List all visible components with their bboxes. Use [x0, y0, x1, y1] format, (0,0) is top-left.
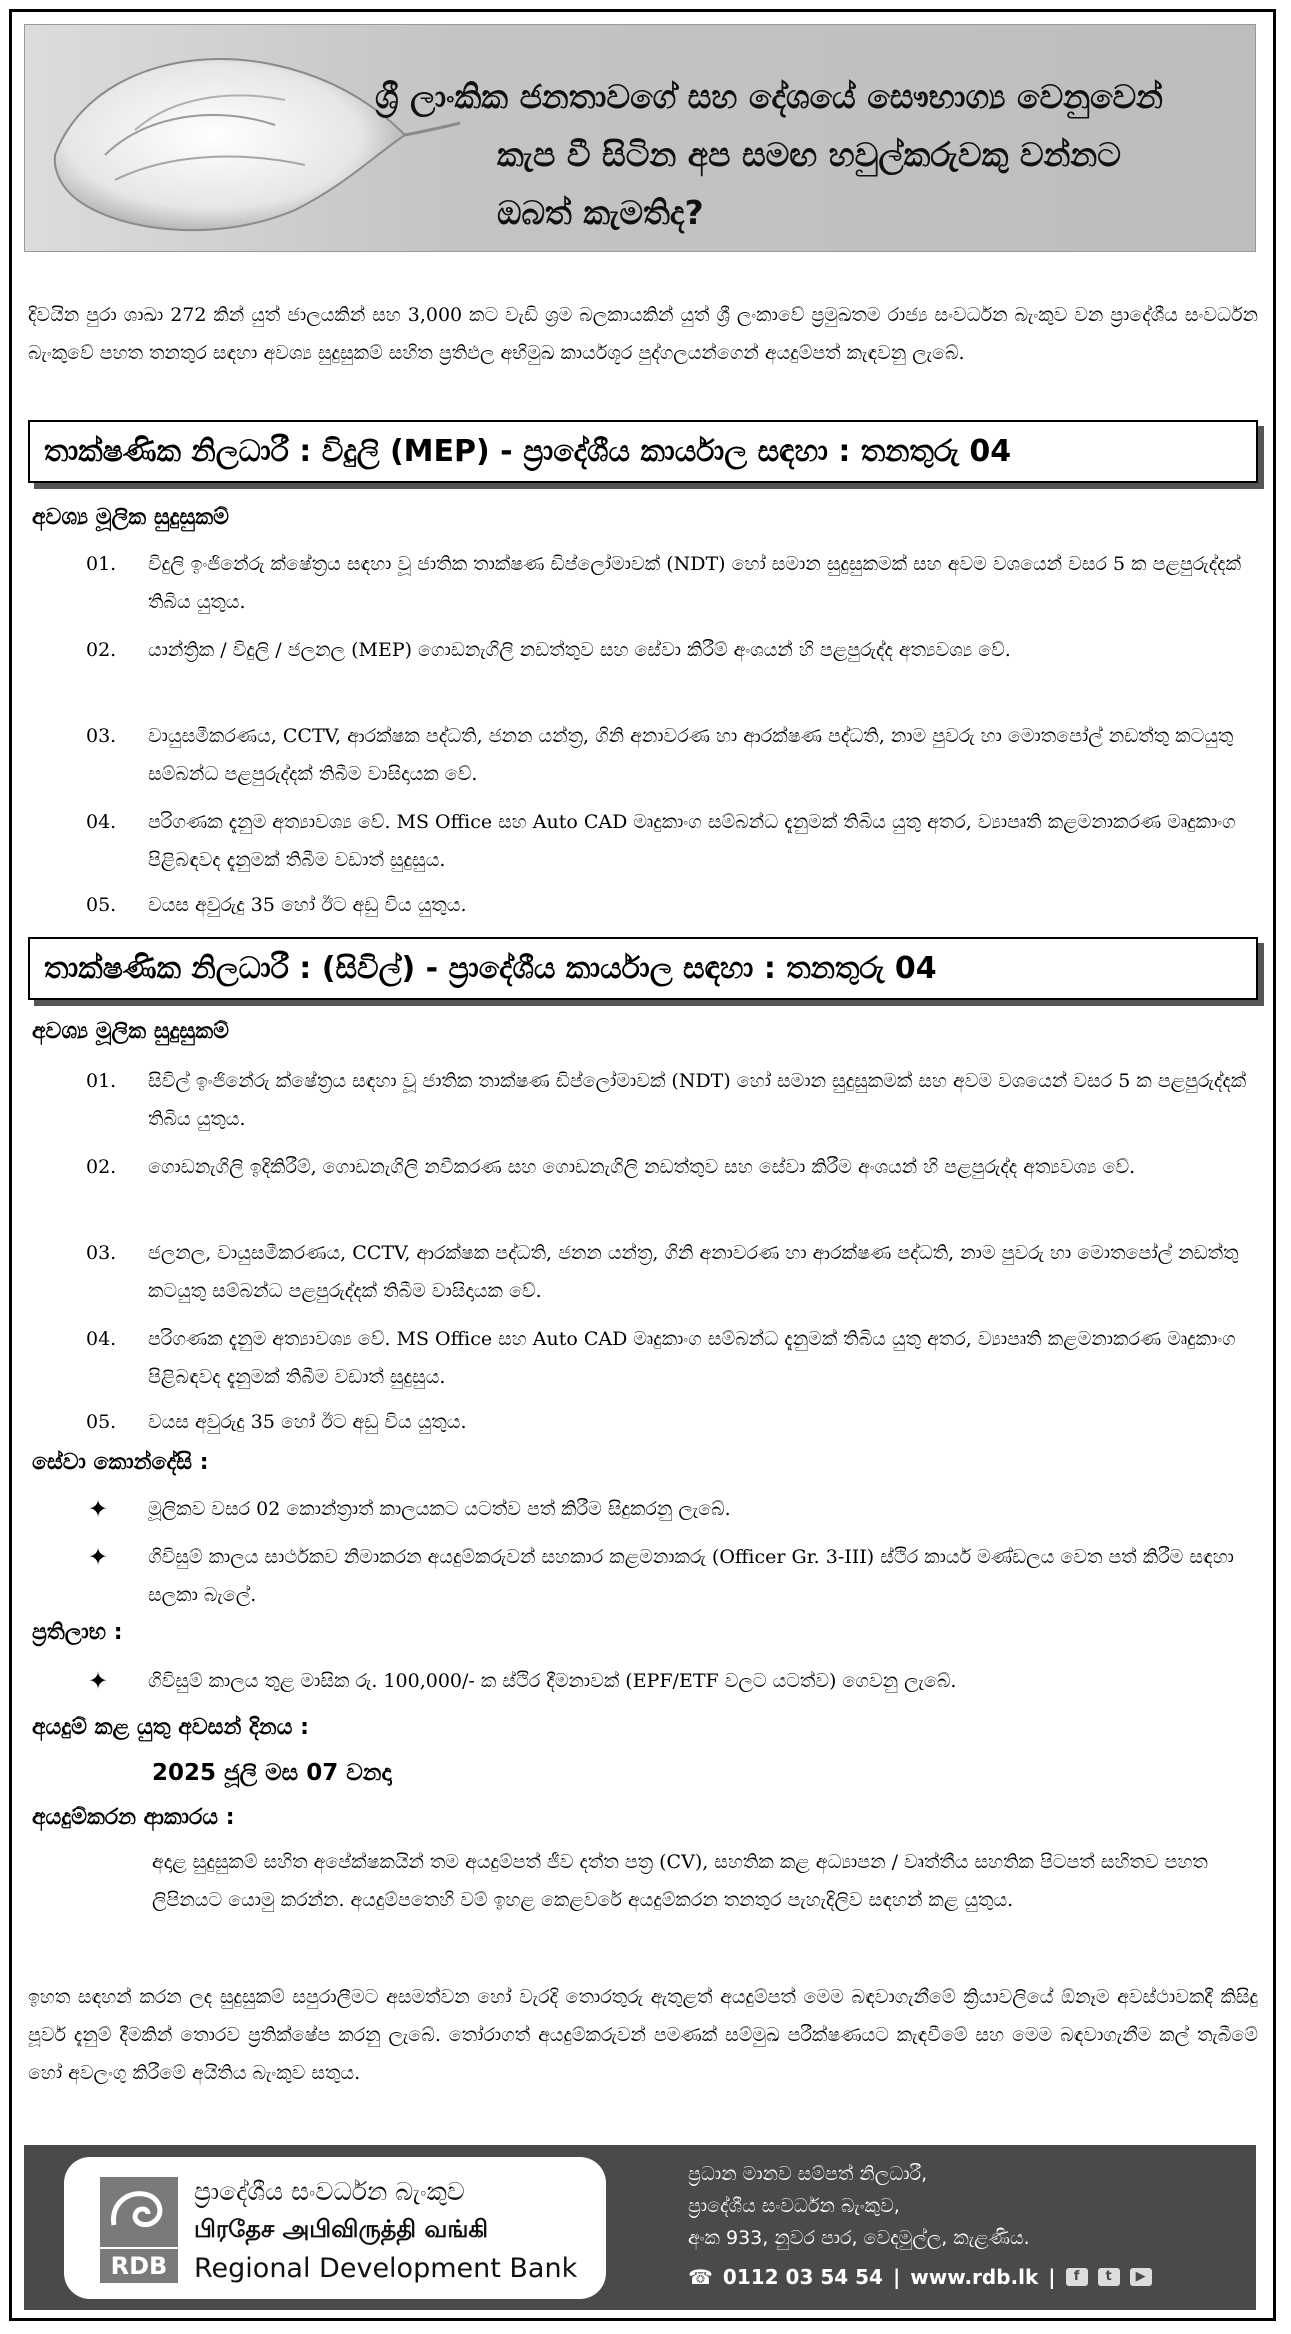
- facebook-icon[interactable]: f: [1066, 2268, 1088, 2286]
- phone-icon: ☎: [688, 2265, 713, 2289]
- logo-name-tamil: பிரதேச அபிவிருத்தி வங்கி: [194, 2215, 489, 2243]
- section-title-civil: තාක්ෂණික නිලධාරී : (සිවිල්) - ප්‍රාදේශීය කාර්යාල සඳහා : තනතුරු 04: [28, 937, 1258, 1000]
- section-title-mep: තාක්ෂණික නිලධාරී : විදුලි (MEP) - ප්‍රාදේශීය කාර්යාල සඳහා : තනතුරු 04: [28, 420, 1258, 483]
- footer: [24, 2145, 1256, 2310]
- benefits-heading: ප්‍රතිලාභ :: [32, 1620, 123, 1645]
- item-number: 05.: [86, 894, 117, 916]
- rdb-logo-mark: [100, 2177, 178, 2281]
- separator: |: [892, 2265, 901, 2289]
- item-text: පරිගණක දැනුම අත්‍යාවශ්‍ය වේ. MS Office සහ Auto CAD මෘදුකාංග සම්බන්ධ දැනුමක් තිබිය යුතු අතර, ව්‍යාපෘති කළමනාකරණ මෘදුකාංග පිළිබඳවද දැනුමක් තිබීම වඩාත් සුදුසුය.: [148, 1328, 1236, 1388]
- star-bullet-icon: ✦: [88, 1495, 109, 1523]
- item-number: 04.: [86, 811, 117, 833]
- subhead-qualifications-civil: අවශ්‍ය මූලික සුදුසුකම්: [32, 1019, 229, 1044]
- item-number: 03.: [86, 725, 117, 747]
- rdb-swirl-icon: [100, 2177, 178, 2247]
- conch-shell-icon: [45, 35, 465, 245]
- address-line-2: ප්‍රාදේශීය සංවර්ධන බැංකුව,: [688, 2195, 900, 2217]
- twitter-icon[interactable]: t: [1098, 2268, 1120, 2286]
- item-text: වායුසමීකරණය, CCTV, ආරක්ෂක පද්ධති, ජනන යන්ත්‍ර, ගිනි අනාවරණ හා ආරක්ෂණ පද්ධති, නාම පුවරු හා මොතපෝල් නඩත්තු කටයුතු සම්බන්ධ පළපුරුද්දක් තිබීම වාසිදායක වේ.: [148, 725, 1234, 785]
- subhead-qualifications-mep: අවශ්‍ය මූලික සුදුසුකම්: [32, 505, 229, 530]
- service-conditions-heading: සේවා කොන්දේසි :: [32, 1450, 209, 1475]
- item-text: ජලනල, වායුසමීකරණය, CCTV, ආරක්ෂක පද්ධති, ජනන යන්ත්‍ර, ගිනි අනාවරණ හා ආරක්ෂණ පද්ධති, නාම පුවරු හා මොතපෝල් නඩත්තු කටයුතු සම්බන්ධ පළපුරුද්දක් තිබීම වාසිදායක වේ.: [148, 1242, 1239, 1302]
- application-method-heading: අයදුම්කරන ආකාරය :: [32, 1805, 235, 1830]
- logo-name-english: Regional Development Bank: [194, 2253, 578, 2284]
- item-number: 03.: [86, 1242, 117, 1264]
- item-text: මූලිකව වසර 02 කොන්ත්‍රාත් කාලයකට යටත්ව පත් කිරීම සිදුකරනු ලැබේ.: [148, 1498, 731, 1520]
- youtube-icon[interactable]: ▶: [1130, 2268, 1152, 2286]
- banner-line-3: ඔබත් කැමතිද?: [497, 193, 704, 232]
- disclaimer-paragraph: ඉහත සඳහන් කරන ලද සුදුසුකම් සපුරාලීමට අසමත්වන හෝ වැරදි තොරතුරු ඇතුළත් අයදුම්පත් මෙම බඳවාගැනීමේ ක්‍රියාවලියේ ඕනෑම අවස්ථාවකදී කිසිදු පූර්ව දැනුම් දීමකින් තොරව ප්‍රතික්ෂේප කරනු ලැබේ. තෝරාගත් අයදුම්කරුවන් පමණක් සම්මුඛ පරීක්ෂණයට කැඳවීමේ සහ මෙම බඳවාගැනීම කල් තැබීමේ හෝ අවලංගු කිරීමේ අයිතිය බැංකුව සතුය.: [28, 1986, 1258, 2084]
- star-bullet-icon: ✦: [88, 1543, 109, 1571]
- item-number: 02.: [86, 639, 117, 661]
- contact-line: [688, 2265, 1152, 2289]
- rdb-logo: [64, 2157, 606, 2299]
- banner-line-1: ශ්‍රී ලාංකික ජනතාවගේ සහ දේශයේ සෞභාග්‍ය වෙනුවෙන්: [375, 77, 1163, 116]
- separator: |: [1048, 2265, 1056, 2289]
- banner-line-2: කැප වී සිටින අප සමඟ හවුල්කරුවකු වන්නට: [497, 135, 1121, 174]
- item-text: සිවිල් ඉංජිනේරු ක්ෂේත්‍රය සඳහා වූ ජාතික තාක්ෂණ ඩිප්ලෝමාවක් (NDT) හෝ සමාන සුදුසුකමක් සහ අවම වශයෙන් වසර 5 ක පළපුරුද්දක් තිබිය යුතුය.: [148, 1070, 1247, 1130]
- item-text: යාන්ත්‍රික / විදුලි / ජලනල (MEP) ගොඩනැගිලි නඩත්තුව සහ සේවා කිරීම් අංශයන් හි පළපුරුද්ද අත්‍යවශ්‍ය වේ.: [148, 639, 1011, 661]
- item-text: ගිවිසුම් කාලය තුළ මාසික රු. 100,000/- ක ස්ථිර දීමනාවක් (EPF/ETF වලට යටත්ව) ගෙවනු ලැබේ.: [148, 1670, 957, 1692]
- deadline-heading: අයදුම් කළ යුතු අවසන් දිනය :: [32, 1715, 309, 1740]
- item-text: ගිවිසුම් කාලය සාර්ථකව නිමාකරන අයදුම්කරුවන් සහකාර කළමනාකරු (Officer Gr. 3-III) ස්ථිර කාර්ය මණ්ඩලය වෙත පත් කිරීම සඳහා සලකා බැලේ.: [148, 1546, 1234, 1606]
- star-bullet-icon: ✦: [88, 1667, 109, 1695]
- item-number: 05.: [86, 1411, 117, 1433]
- item-text: පරිගණක දැනුම අත්‍යාවශ්‍ය වේ. MS Office සහ Auto CAD මෘදුකාංග සම්බන්ධ දැනුමක් තිබිය යුතු අතර, ව්‍යාපෘති කළමනාකරණ මෘදුකාංග පිළිබඳවද දැනුමක් තිබීම වඩාත් සුදුසුය.: [148, 811, 1236, 871]
- intro-paragraph: දිවයින පුරා ශාඛා 272 කින් යුත් ජාලයකින් සහ 3,000 කට වැඩි ශ්‍රම බලකායකින් යුත් ශ්‍රී ලංකාවේ ප්‍රමුඛතම රාජ්‍ය සංවර්ධන බැංකුව වන ප්‍රාදේශීය සංවර්ධන බැංකුවේ පහත තනතුර සඳහා අවශ්‍ය සුදුසුකම් සහිත ප්‍රතිඵල අභිමුඛ කාර්යශූර පුද්ගලයන්ගෙන් අයදුම්පත් කැඳවනු ලැබේ.: [28, 304, 1258, 364]
- website-link[interactable]: www.rdb.lk: [910, 2265, 1039, 2289]
- item-number: 04.: [86, 1328, 117, 1350]
- phone-number[interactable]: 0112 03 54 54: [722, 2265, 883, 2289]
- item-text: වයස අවුරුදු 35 හෝ ඊට අඩු විය යුතුය.: [148, 894, 467, 916]
- item-number: 01.: [86, 1070, 117, 1092]
- address-line-3: අංක 933, නුවර පාර, වෙදමුල්ල, කැළණිය.: [688, 2227, 1030, 2249]
- item-text: ගොඩනැගිලි ඉදිකිරීම්, ගොඩනැගිලි නවීකරණ සහ ගොඩනැගිලි නඩත්තුව සහ සේවා කිරීම අංශයන් හි පළපුරුද්ද අත්‍යවශ්‍ය වේ.: [148, 1156, 1136, 1178]
- header-banner: [24, 24, 1256, 252]
- item-text: වයස අවුරුදු 35 හෝ ඊට අඩු විය යුතුය.: [148, 1411, 467, 1433]
- rdb-abbr: RDB: [100, 2249, 178, 2283]
- item-number: 02.: [86, 1156, 117, 1178]
- deadline-date: 2025 ජූලි මස 07 වනදා: [152, 1760, 392, 1786]
- address-line-1: ප්‍රධාන මානව සම්පත් නිලධාරී,: [688, 2163, 928, 2185]
- item-text: විදුලි ඉංජිනේරු ක්ෂේත්‍රය සඳහා වූ ජාතික තාක්ෂණ ඩිප්ලෝමාවක් (NDT) හෝ සමාන සුදුසුකමක් සහ අවම වශයෙන් වසර 5 ක පළපුරුද්දක් තිබිය යුතුය.: [148, 553, 1241, 613]
- item-number: 01.: [86, 553, 117, 575]
- logo-name-sinhala: ප්‍රාදේශීය සංවර්ධන බැංකුව: [194, 2177, 465, 2206]
- application-method-text: අදාළ සුදුසුකම් සහිත අපේක්ෂකයින් තම අයදුම්පත් ජීව දත්ත පත්‍ර (CV), සහතික කළ අධ්‍යාපන / වෘත්තීය සහතික පිටපත් සහිතව පහත ලිපිනයට යොමු කරන්න. අයදුම්පතෙහි වම් ඉහළ කෙළවරේ අයදුම්කරන තනතුර පැහැදිලිව සඳහන් කළ යුතුය.: [152, 1851, 1208, 1911]
